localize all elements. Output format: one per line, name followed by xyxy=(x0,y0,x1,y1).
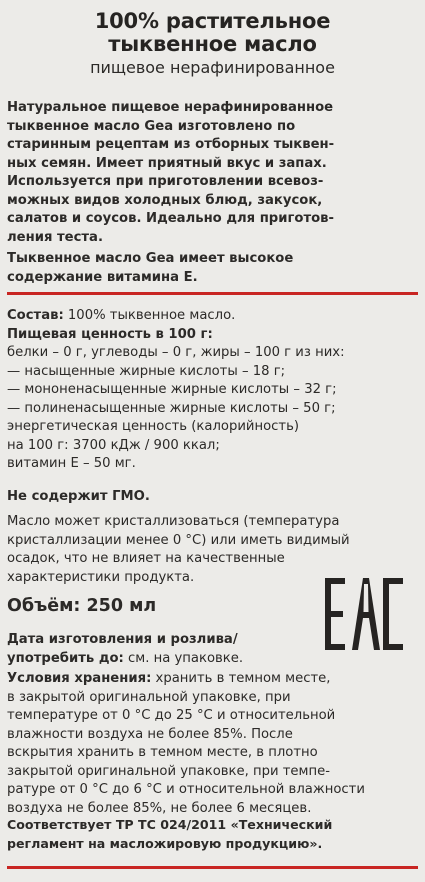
crystallization-paragraph xyxy=(7,513,418,587)
red-divider-top xyxy=(7,292,418,295)
storage-first-text: хранить в темном месте, xyxy=(151,671,331,686)
compliance-line: регламент на масложировую продукцию». xyxy=(7,835,323,851)
description-line: тыквенное масло Gea изготовлено по xyxy=(7,118,296,134)
volume-text: Объём: 250 мл xyxy=(7,596,157,616)
description-paragraph xyxy=(7,99,418,247)
crystallization-line: Масло может кристаллизоваться (температура xyxy=(7,514,340,529)
vitamin-line: Тыквенное масло Gea имеет высокое xyxy=(7,251,294,266)
storage-label: Условия хранения: xyxy=(7,671,152,686)
crystallization-line: кристаллизации менее 0 °С) или иметь видимый xyxy=(7,532,350,548)
nutrition-line: энергетическая ценность (калорийность) xyxy=(7,419,300,434)
description-line: салатов и соусов. Идеально для приготов- xyxy=(7,211,334,226)
description-line: старинным рецептам из отборных тыквен- xyxy=(7,137,335,152)
vitamin-line: содержание витамина E. xyxy=(7,269,198,285)
best-before-label: употребить до: xyxy=(7,650,124,666)
storage-line: в закрытой оригинальной упаковке, при xyxy=(7,689,291,705)
best-before-value: см. на упаковке. xyxy=(123,650,244,666)
description-line: Натуральное пищевое нерафинированное xyxy=(7,100,334,115)
nutrition-line: — мононенасыщенные жирные кислоты – 32 г; xyxy=(7,382,337,397)
description-line: ления теста. xyxy=(7,229,103,245)
crystallization-line: осадок, что не влияет на качественные xyxy=(7,551,285,566)
description-line: ных семян. Имеет приятный вкус и запах. xyxy=(7,155,327,171)
production-line-2 xyxy=(7,650,418,669)
subtitle: пищевое нерафинированное xyxy=(90,58,335,77)
composition-value: 100% тыквенное масло. xyxy=(63,308,236,323)
compliance-block xyxy=(7,816,418,853)
description-line: можных видов холодных блюд, закусок, xyxy=(7,192,323,208)
nutrition-line: — полиненасыщенные жирные кислоты – 50 г; xyxy=(7,400,336,416)
storage-line: ратуре от 0 °С до 6 °С и относительной влажности xyxy=(7,782,365,797)
storage-line xyxy=(7,670,418,689)
description-line: Используется при приготовлении всевоз- xyxy=(7,174,324,189)
composition-label: Состав: xyxy=(7,308,64,323)
storage-line: вскрытия хранить в темном месте, в плотно xyxy=(7,745,318,760)
crystallization-line: характеристики продукта. xyxy=(7,569,195,585)
nutrition-line: витамин E – 50 мг. xyxy=(7,456,136,471)
storage-line: влажности воздуха не более 85%. После xyxy=(7,726,293,742)
title-line-2: тыквенное масло xyxy=(108,32,317,56)
production-line-1: Дата изготовления и розлива/ xyxy=(7,632,238,647)
label-heading xyxy=(0,0,425,78)
nutrition-title: Пищевая ценность в 100 г: xyxy=(7,326,213,342)
storage-line: воздуха не более 85%, не более 6 месяцев. xyxy=(7,800,312,816)
nutrition-line: на 100 г: 3700 кДж / 900 ккал; xyxy=(7,437,220,453)
nutrition-line: — насыщенные жирные кислоты – 18 г; xyxy=(7,363,286,379)
red-divider-bottom xyxy=(7,866,418,869)
vitamin-paragraph xyxy=(7,250,418,287)
gmo-title: Не содержит ГМО. xyxy=(7,489,150,504)
gmo-block xyxy=(7,488,418,507)
storage-line: закрытой оригинальной упаковке, при темпе- xyxy=(7,763,330,779)
production-date-block xyxy=(7,631,418,668)
storage-block xyxy=(7,670,418,818)
composition-line xyxy=(7,307,418,326)
title-line-1: 100% растительное xyxy=(94,9,331,33)
compliance-line: Соответствует ТР ТС 024/2011 «Технический xyxy=(7,817,333,832)
composition-block xyxy=(7,307,418,474)
nutrition-line: белки – 0 г, углеводы – 0 г, жиры – 100 г из них: xyxy=(7,345,345,360)
storage-line: температуре от 0 °С до 25 °С и относительной xyxy=(7,708,336,723)
